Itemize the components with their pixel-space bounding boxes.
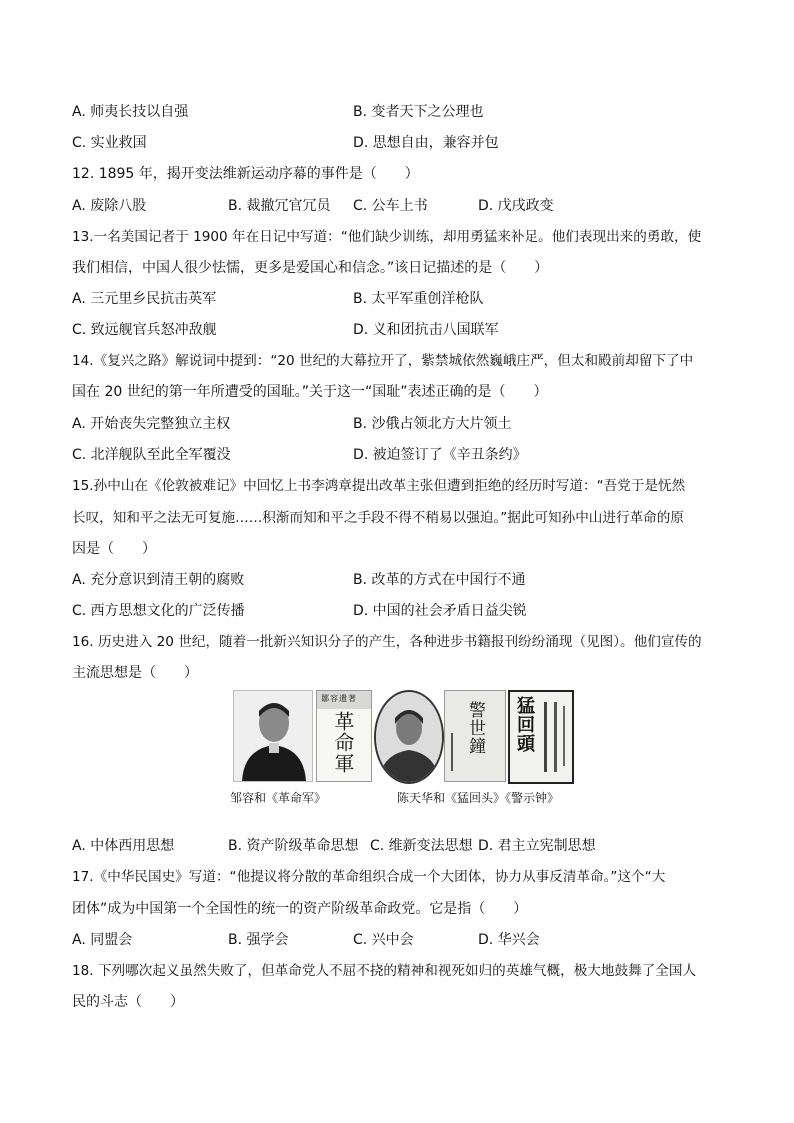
q17-option-b: B. 强学会 xyxy=(228,932,289,948)
q16-option-d: D. 君主立宪制思想 xyxy=(478,838,596,854)
q15-option-d: D. 中国的社会矛盾日益尖锐 xyxy=(353,603,527,619)
question-17-stem-line-1: 17.《中华民国史》写道：“他提议将分散的革命组织合成一个大团体，协力从事反清革命。”这个“大 xyxy=(72,869,666,885)
cover-author-text: 鄒容遺著 xyxy=(321,694,357,703)
cover-title-meng-huitou: 猛回頭 xyxy=(514,696,535,753)
q16-option-a: A. 中体西用思想 xyxy=(72,838,175,854)
portrait-figure-icon xyxy=(234,691,312,781)
q12-option-a: A. 废除八股 xyxy=(72,198,147,214)
q14-option-d: D. 被迫签订了《辛丑条约》 xyxy=(353,447,527,463)
q17-option-d: D. 华兴会 xyxy=(478,932,540,948)
q13-option-b: B. 太平军重创洋枪队 xyxy=(353,291,484,307)
q11-option-c: C. 实业救国 xyxy=(72,135,147,151)
question-15-stem-line-2: 长叹，知和平之法无可复施……积渐而知和平之手段不得不稍易以强迫。”据此可知孙中山进行革命的原 xyxy=(72,510,684,526)
portrait-figure-icon xyxy=(376,692,442,782)
question-16-stem-line-2: 主流思想是（ ） xyxy=(72,665,198,681)
q14-option-a: A. 开始丧失完整独立主权 xyxy=(72,416,231,432)
q15-option-c: C. 西方思想文化的广泛传播 xyxy=(72,603,245,619)
q13-option-d: D. 义和团抗击八国联军 xyxy=(353,322,499,338)
q11-option-b: B. 变者天下之公理也 xyxy=(353,104,484,120)
cover-title-geming-jun: 革命軍 xyxy=(331,711,355,774)
q13-option-c: C. 致远舰官兵怒冲敌舰 xyxy=(72,322,217,338)
figure-caption-left: 邹容和《革命军》 xyxy=(230,791,327,805)
book-cover-meng-huitou xyxy=(508,690,574,784)
zou-rong-portrait xyxy=(233,690,313,782)
q17-option-a: A. 同盟会 xyxy=(72,932,133,948)
figure-caption-right: 陈天华和《猛回头》《警示钟》 xyxy=(397,791,560,805)
q17-option-c: C. 兴中会 xyxy=(353,932,414,948)
q15-option-a: A. 充分意识到清王朝的腐败 xyxy=(72,572,245,588)
question-17-stem-line-2: 团体”成为中国第一个全国性的统一的资产阶级革命政党。它是指（ ） xyxy=(72,901,528,917)
q12-option-d: D. 戊戌政变 xyxy=(478,198,554,214)
chen-tianhua-portrait xyxy=(374,690,444,784)
question-18-stem-line-2: 民的斗志（ ） xyxy=(72,994,184,1010)
q12-option-b: B. 裁撤冗官冗员 xyxy=(228,198,331,214)
q13-option-a: A. 三元里乡民抗击英军 xyxy=(72,291,217,307)
question-15-stem-line-3: 因是（ ） xyxy=(72,541,156,557)
q15-option-b: B. 改革的方式在中国行不通 xyxy=(353,572,526,588)
q11-option-a: A. 师夷长技以自强 xyxy=(72,104,189,120)
cover-title-jingshi-zhong: 警世鐘 xyxy=(465,701,485,755)
q16-option-c: C. 维新变法思想 xyxy=(370,838,473,854)
q16-option-b: B. 资产阶级革命思想 xyxy=(228,838,359,854)
question-13-stem-line-1: 13.一名美国记者于 1900 年在日记中写道：“他们缺少训练，却用勇猛来补足。他们表现出来的勇敢，使 xyxy=(72,229,702,245)
q11-option-d: D. 思想自由，兼容并包 xyxy=(353,135,499,151)
book-cover-geming-jun xyxy=(316,690,372,782)
question-12-stem: 12. 1895 年，揭开变法维新运动序幕的事件是（ ） xyxy=(72,166,419,182)
q14-option-c: C. 北洋舰队至此全军覆没 xyxy=(72,447,231,463)
question-16-stem-line-1: 16. 历史进入 20 世纪，随着一批新兴知识分子的产生，各种进步书籍报刊纷纷涌现（见图）。他们宣传的 xyxy=(72,634,702,650)
q14-option-b: B. 沙俄占领北方大片领土 xyxy=(353,416,512,432)
question-15-stem-line-1: 15.孙中山在《伦敦被难记》中回忆上书李鸿章提出改革主张但遭到拒绝的经历时写道：“吾党于是怃然 xyxy=(72,478,686,494)
question-13-stem-line-2: 我们相信，中国人很少怯懦，更多是爱国心和信念。”该日记描述的是（ ） xyxy=(72,260,549,276)
question-14-stem-line-2: 国在 20 世纪的第一年所遭受的国耻。”关于这一“国耻”表述正确的是（ ） xyxy=(72,384,548,400)
question-18-stem-line-1: 18. 下列哪次起义虽然失败了，但革命党人不屈不挠的精神和视死如归的英雄气概，极大地鼓舞了全国人 xyxy=(72,963,697,979)
q12-option-c: C. 公车上书 xyxy=(353,198,428,214)
question-14-stem-line-1: 14.《复兴之路》解说词中提到：“20 世纪的大幕拉开了，紫禁城依然巍峨庄严，但太和殿前却留下了中 xyxy=(72,353,694,369)
book-cover-jingshi-zhong xyxy=(444,690,506,782)
